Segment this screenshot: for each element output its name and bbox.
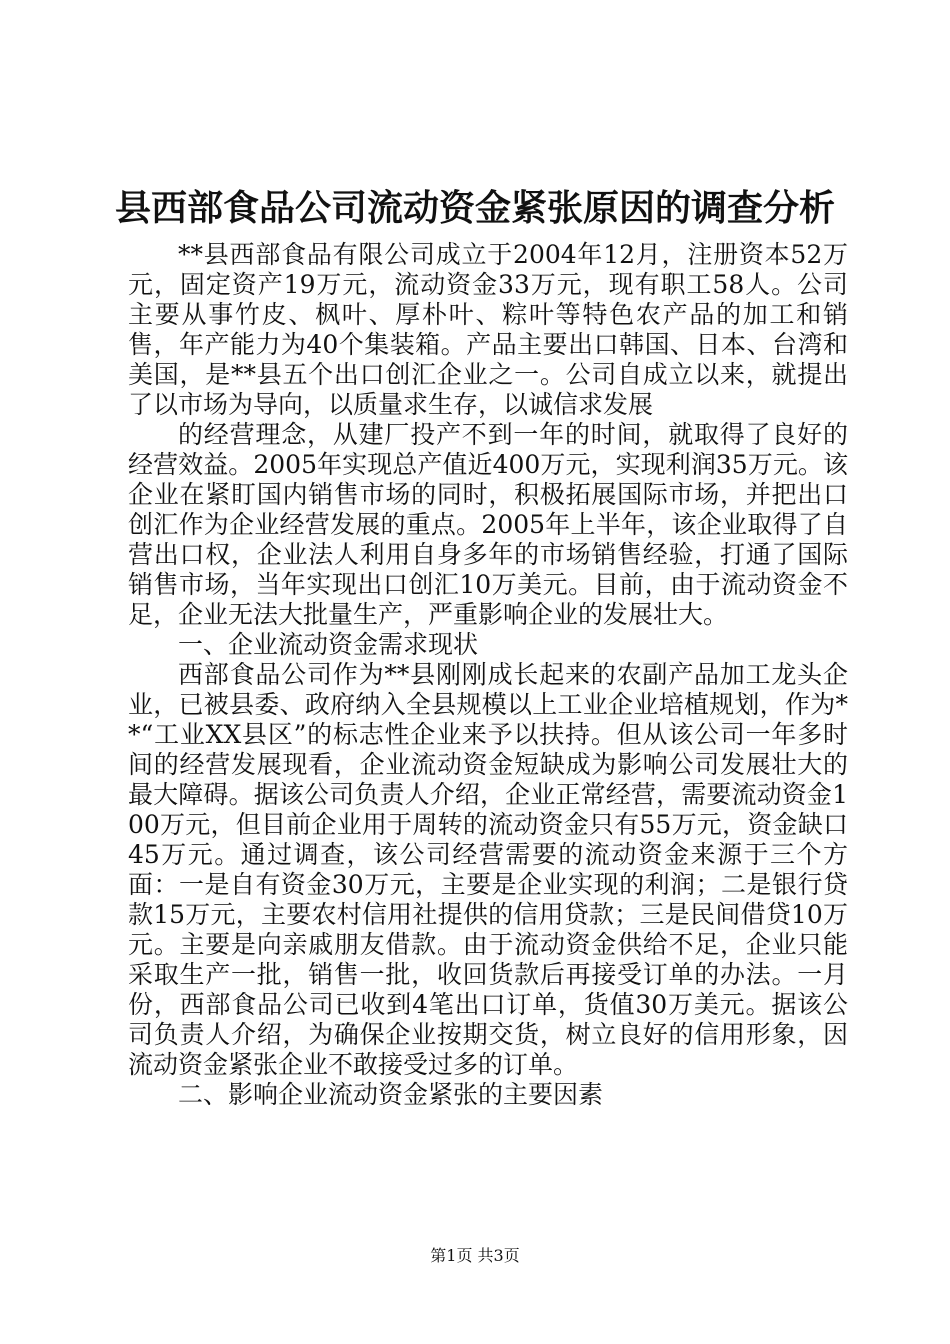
section-heading-2: 二、影响企业流动资金紧张的主要因素 [178, 1080, 604, 1109]
paragraph-performance: 的经营理念，从建厂投产不到一年的时间，就取得了良好的经营效益。2005年实现总产值近400万元，实现利润35万元。该企业在紧盯国内销售市场的同时，积极拓展国际市场，并把出口创汇作为企业经营发展的重点。2005年上半年，该企业取得了自营出口权，企业法人利用自身多年的市场销售经验，打通了国际销售市场，当年实现出口创汇10万美元。目前，由于流动资金不足，企业无法大批量生产，严重影响企业的发展壮大。 [128, 420, 848, 629]
paragraph-section-1: 西部食品公司作为**县刚刚成长起来的农副产品加工龙头企业，已被县委、政府纳入全县规模以上工业企业培植规划，作为**“工业XX县区”的标志性企业来予以扶持。但从该公司一年多时间的经营发展现看，企业流动资金短缺成为影响公司发展壮大的最大障碍。据该公司负责人介绍，企业正常经营，需要流动资金100万元，但目前企业用于周转的流动资金只有55万元，资金缺口45万元。通过调查，该公司经营需要的流动资金来源于三个方面：一是自有资金30万元，主要是企业实现的利润；二是银行贷款15万元，主要农村信用社提供的信用贷款；三是民间借贷10万元。主要是向亲戚朋友借款。由于流动资金供给不足，企业只能采取生产一批，销售一批，收回货款后再接受订单的办法。一月份，西部食品公司已收到4笔出口订单，货值30万美元。据该公司负责人介绍，为确保企业按期交货，树立良好的信用形象，因流动资金紧张企业不敢接受过多的订单。 [128, 660, 848, 1079]
document-body [128, 240, 848, 1110]
document-title: 县西部食品公司流动资金紧张原因的调查分析 [114, 187, 835, 229]
page-footer: 第1页 共3页 [430, 1246, 520, 1265]
section-heading-1: 一、企业流动资金需求现状 [178, 630, 479, 659]
paragraph-intro: **县西部食品有限公司成立于2004年12月，注册资本52万元，固定资产19万元，流动资金33万元，现有职工58人。公司主要从事竹皮、枫叶、厚朴叶、粽叶等特色农产品的加工和销售，年产能力为40个集装箱。产品主要出口韩国、日本、台湾和美国，是**县五个出口创汇企业之一。公司自成立以来，就提出了以市场为导向，以质量求生存，以诚信求发展 [128, 240, 848, 419]
